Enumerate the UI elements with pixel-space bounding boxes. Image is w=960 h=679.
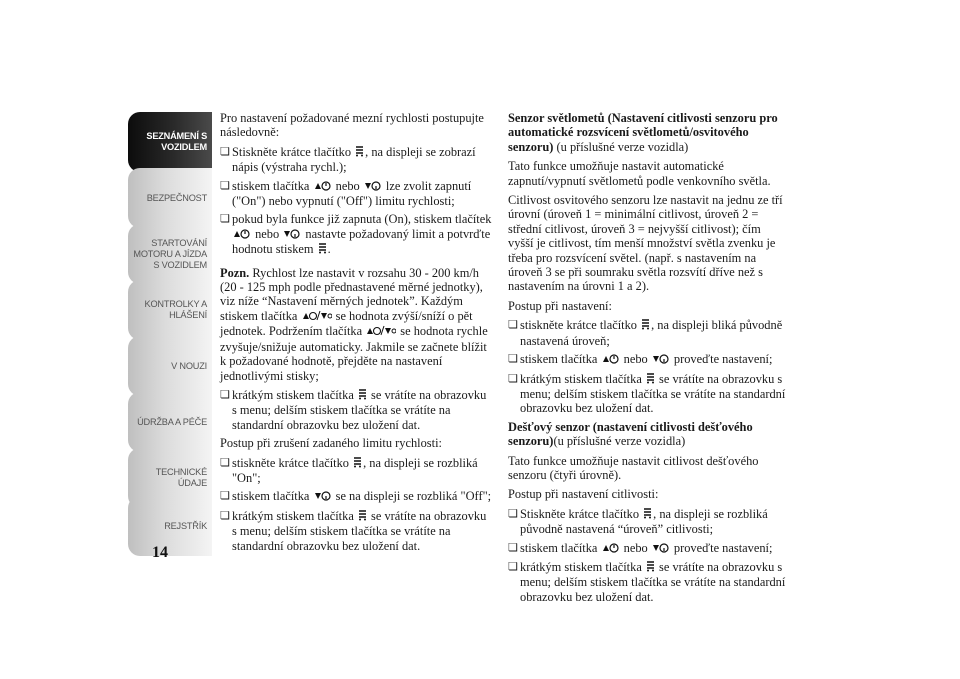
light-sensor-heading: Senzor světlometů (Nastavení citlivosti senzoru pro automatické rozsvícení světlometů/osvitového senzoru) (u příslušné verze vozidla) [508, 111, 778, 154]
menu-button-icon [358, 389, 367, 403]
tab-bezpecnost[interactable]: BEZPEČNOST [128, 168, 212, 228]
down-button-icon [314, 490, 332, 504]
light-procedure-title: Postup při nastavení: [508, 298, 612, 313]
rain-sensor-heading: Dešťový senzor (nastavení citlivosti dešťového senzoru)(u příslušné verze vozidla) [508, 419, 753, 449]
list-item: ❏ Stiskněte krátce tlačítko , na displeji se rozbliká původně nastavená “úroveň” citlivosti; [508, 507, 788, 537]
tab-seznameni-s-vozidlem[interactable]: SEZNÁMENÍ S VOZIDLEM [128, 112, 212, 172]
list-item: ❏ pokud byla funkce již zapnuta (On), stiskem tlačítek nebo nastavte požadovaný limit a potvrďte hodnotu stiskem . [220, 212, 492, 257]
tab-v-nouzi[interactable]: V NOUZI [128, 336, 212, 396]
down-button-icon [364, 180, 382, 194]
page-number: 14 [152, 544, 168, 561]
down-button-icon [283, 228, 301, 242]
light-sensor-paragraph: Citlivost osvitového senzoru lze nastavit na jednu ze tří úrovní (úroveň 1 = minimální citlivost, úroveň 2 = střední citlivost, úroveň 3 = nejvyšší citlivost); čím vyšší je citlivost, tím menší množství světla zvenku je třeba pro rozsvícení světel. (např. s nastavením na úroveň 3 se při soumraku světla rozsvítí dříve než s nastavením na úrovni 1 a 2). [508, 193, 783, 294]
menu-button-icon [646, 561, 655, 575]
list-item: ❏ stiskem tlačítka nebo proveďte nastavení; [508, 352, 788, 367]
note-paragraph: Pozn. Rychlost lze nastavit v rozsahu 30 - 200 km/h (20 - 125 mph podle přednastavené měrné jednotky), viz níže “Nastavení měrných jednotek”. Každým stiskem tlačítka se hodnota zvýší/sníží o pět jednotek. Podržením tlačítka se hodnota rychle zvyšuje/snižuje automaticky. Jakmile se začnete blížit k požadované hodnotě, přejděte na nastavení jednotlivými stisky; [220, 265, 488, 383]
list-item: ❏ krátkým stiskem tlačítka se vrátíte na obrazovku s menu; delším stiskem tlačítka se vrátíte na standardní obrazovku bez uložení dat. [508, 372, 788, 416]
right-column [508, 111, 788, 608]
up-button-icon [314, 180, 332, 194]
list-item: ❏ krátkým stiskem tlačítka se vrátíte na obrazovku s menu; delším stiskem tlačítka se vrátíte na standardní obrazovku bez uložení dat. [220, 388, 492, 432]
rain-procedure-title: Postup při nastavení citlivosti: [508, 487, 659, 502]
list-item: ❏ Stiskněte krátce tlačítko , na displeji se zobrazí nápis (výstraha rychl.); [220, 145, 492, 175]
up-button-icon [602, 353, 620, 367]
list-item: ❏ stiskem tlačítka nebo lze zvolit zapnutí ("On") nebo vypnutí ("Off") limitu rychlosti; [220, 179, 492, 209]
note-label: Pozn. [220, 265, 250, 280]
tab-udrzba-a-pece[interactable]: ÚDRŽBA A PÉČE [128, 392, 212, 452]
menu-button-icon [643, 508, 652, 522]
up-down-button-icon [366, 325, 396, 339]
list-item: ❏ krátkým stiskem tlačítka se vrátíte na obrazovku s menu; delším stiskem tlačítka se vrátíte na standardní obrazovku bez uložení dat. [508, 560, 788, 604]
list-item: ❏ krátkým stiskem tlačítka se vrátíte na obrazovku s menu; delším stiskem tlačítka se vrátíte na standardní obrazovku bez uložení dat. [220, 509, 492, 553]
rain-sensor-paragraph: Tato funkce umožňuje nastavit citlivost dešťového senzoru (čtyři úrovně). [508, 453, 759, 482]
menu-button-icon [641, 319, 650, 333]
list-item: ❏ stiskněte krátce tlačítko , na displeji bliká původně nastavená úroveň; [508, 318, 788, 348]
down-button-icon [652, 353, 670, 367]
menu-button-icon [355, 146, 364, 160]
up-button-icon [602, 542, 620, 556]
tab-kontrolky-a-hlaseni[interactable]: KONTROLKY A HLÁŠENÍ [128, 280, 212, 340]
left-column [220, 111, 492, 557]
list-item: ❏ stiskem tlačítka nebo proveďte nastavení; [508, 541, 788, 556]
menu-button-icon [646, 373, 655, 387]
menu-button-icon [358, 510, 367, 524]
tab-startovani-motoru[interactable]: STARTOVÁNÍ MOTORU A JÍZDA S VOZIDLEM [128, 224, 212, 284]
up-button-icon [233, 228, 251, 242]
cancel-title: Postup při zrušení zadaného limitu rychlosti: [220, 436, 442, 451]
list-item: ❏ stiskem tlačítka se na displeji se rozbliká "Off"; [220, 489, 492, 504]
list-item: ❏ stiskněte krátce tlačítko , na displeji se rozbliká "On"; [220, 456, 492, 486]
light-sensor-paragraph: Tato funkce umožňuje nastavit automatické zapnutí/vypnutí světlometů podle venkovního světla. [508, 159, 771, 188]
tab-technicke-udaje[interactable]: TECHNICKÉ ÚDAJE [128, 448, 212, 508]
menu-button-icon [318, 243, 327, 257]
tab-rejstrik[interactable]: REJSTŘÍK [128, 496, 212, 556]
down-button-icon [652, 542, 670, 556]
menu-button-icon [353, 457, 362, 471]
intro-text: Pro nastavení požadované mezní rychlosti postupujte následovně: [220, 111, 484, 140]
up-down-button-icon [302, 310, 332, 324]
